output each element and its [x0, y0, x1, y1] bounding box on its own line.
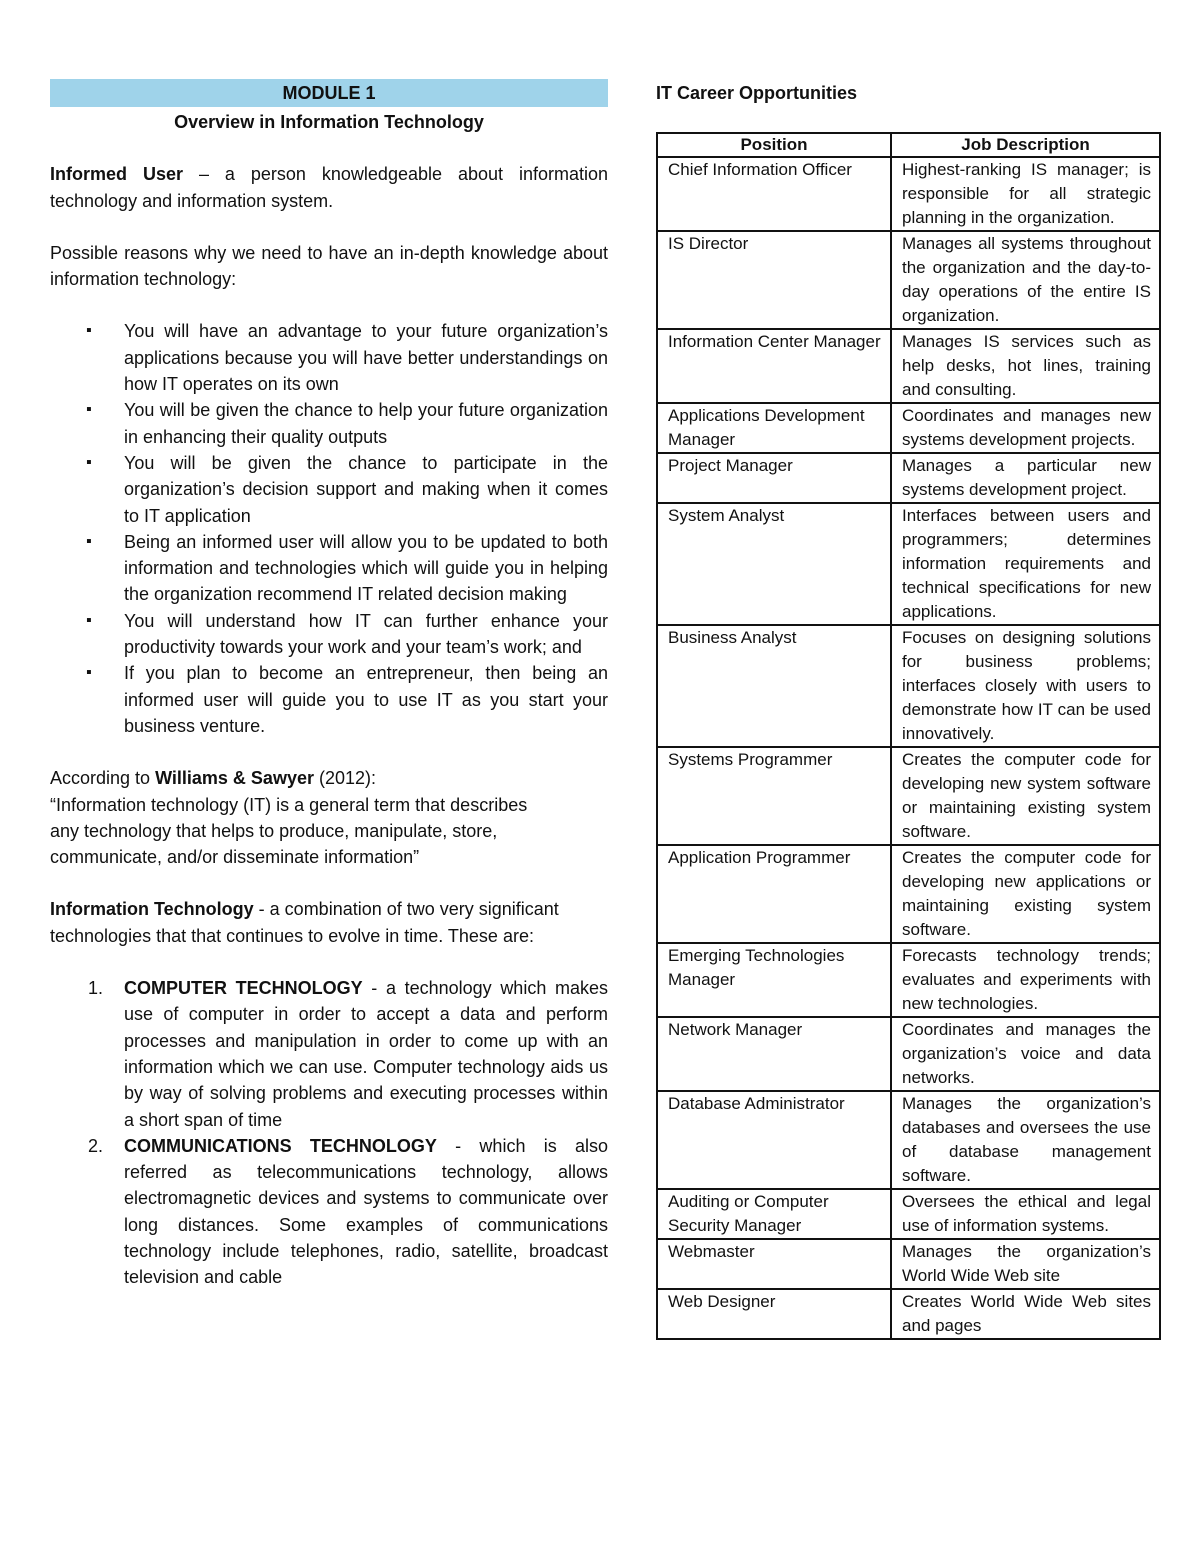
position-cell: Project Manager: [657, 453, 891, 503]
table-row: [657, 231, 1160, 329]
position-cell: System Analyst: [657, 503, 891, 625]
list-item: ▪ You will be given the chance to participate in the organization’s decision support and making when it comes to IT application: [50, 450, 608, 529]
module-subtitle: Overview in Information Technology: [174, 112, 484, 132]
table-row: [657, 403, 1160, 453]
table-row: [657, 329, 1160, 403]
position-cell: Auditing or Computer Security Manager: [657, 1189, 891, 1239]
position-cell: Information Center Manager: [657, 329, 891, 403]
position-cell: Application Programmer: [657, 845, 891, 943]
table-row: [657, 1239, 1160, 1289]
table-row: [657, 625, 1160, 747]
right-column: [656, 79, 1162, 1340]
list-item: [50, 1133, 608, 1291]
description-cell: Oversees the ethical and legal use of information systems.: [891, 1189, 1160, 1239]
spacer: [50, 949, 608, 975]
list-item: ▪ If you plan to become an entrepreneur, then being an informed user will guide you to use IT as you start your business venture.: [50, 660, 608, 739]
list-item: ▪ Being an informed user will allow you to be updated to both information and technologies which will guide you in helping the organization recommend IT related decision making: [50, 529, 608, 608]
citation-authors: Williams & Sawyer: [155, 768, 314, 789]
table-header-row: [657, 133, 1160, 157]
position-cell: Applications Development Manager: [657, 403, 891, 453]
table-row: [657, 503, 1160, 625]
spacer: [50, 135, 608, 161]
description-cell: Interfaces between users and programmers; determines information requirements and technical specifications for new applications.: [891, 503, 1160, 625]
technologies-list: [50, 975, 608, 1291]
description-cell: Coordinates and manages new systems development projects.: [891, 403, 1160, 453]
description-cell: Manages the organization’s World Wide Web site: [891, 1239, 1160, 1289]
table-row: [657, 157, 1160, 231]
careers-title: IT Career Opportunities: [656, 83, 858, 103]
reasons-list: [50, 318, 608, 739]
spacer: [50, 214, 608, 240]
position-cell: Network Manager: [657, 1017, 891, 1091]
header-position: Position: [657, 133, 891, 157]
description-cell: Creates the computer code for developing new applications or maintaining existing system software.: [891, 845, 1160, 943]
it-definition-text: - a combination of two very significant technologies that that continues to evolve in time. These are:: [50, 899, 559, 946]
informed-user-definition: [50, 161, 608, 214]
table-row: [657, 1091, 1160, 1189]
it-term: Information Technology: [50, 899, 254, 920]
header-job-description: Job Description: [891, 133, 1160, 157]
list-item: ▪ You will be given the chance to help your future organization in enhancing their quality outputs: [50, 397, 608, 450]
description-cell: Coordinates and manages the organization’s voice and data networks.: [891, 1017, 1160, 1091]
technology-name: COMPUTER TECHNOLOGY: [124, 978, 363, 999]
description-cell: Creates the computer code for developing new system software or maintaining existing system software.: [891, 747, 1160, 845]
table-row: [657, 1017, 1160, 1091]
table-row: [657, 1189, 1160, 1239]
description-cell: Manages all systems throughout the organization and the day-to-day operations of the entire IS organization.: [891, 231, 1160, 329]
spacer: [50, 739, 608, 765]
informed-user-term: Informed User: [50, 164, 183, 185]
list-number: 1.: [88, 978, 104, 999]
description-cell: Highest-ranking IS manager; is responsible for all strategic planning in the organization.: [891, 157, 1160, 231]
technology-desc: - a technology which makes use of computer in order to accept a data and perform processes and manipulation in order to come up with an information which we can use. Computer technology aids us by way of solving problems and executing processes within a short span of time: [124, 978, 608, 1130]
it-quote: “Information technology (IT) is a general term that describes any technology that helps to produce, manipulate, store, communicate, and/or disseminate information”: [50, 794, 528, 868]
description-cell: Focuses on designing solutions for business problems; interfaces closely with users to demonstrate how IT can be used innovatively.: [891, 625, 1160, 747]
description-cell: Manages IS services such as help desks, hot lines, training and consulting.: [891, 329, 1160, 403]
position-cell: Chief Information Officer: [657, 157, 891, 231]
table-row: [657, 845, 1160, 943]
position-cell: Emerging Technologies Manager: [657, 943, 891, 1017]
module-header: MODULE 1: [50, 79, 608, 107]
table-row: [657, 1289, 1160, 1339]
table-row: [657, 747, 1160, 845]
description-cell: Creates World Wide Web sites and pages: [891, 1289, 1160, 1339]
position-cell: Database Administrator: [657, 1091, 891, 1189]
spacer: [50, 292, 608, 318]
careers-table: [656, 132, 1161, 1340]
technology-name: COMMUNICATIONS TECHNOLOGY: [124, 1135, 437, 1156]
list-item: [50, 975, 608, 1133]
technology-desc: - which is also referred as telecommunications technology, allows electromagnetic devices and systems to communicate over long distances. Some examples of communications technology include telephones, radio, satellite, broadcast television and cable: [124, 1135, 608, 1288]
list-item: ▪ You will understand how IT can further enhance your productivity towards your work and your team’s work; and: [50, 608, 608, 661]
citation-prefix: According to: [50, 768, 156, 789]
description-cell: Manages a particular new systems development project.: [891, 453, 1160, 503]
reasons-intro: Possible reasons why we need to have an in-depth knowledge about information technology:: [50, 242, 608, 290]
it-definition: [50, 896, 570, 949]
position-cell: Web Designer: [657, 1289, 891, 1339]
description-cell: Forecasts technology trends; evaluates and experiments with new technologies.: [891, 943, 1160, 1017]
table-row: [657, 453, 1160, 503]
list-number: 2.: [88, 1135, 104, 1156]
position-cell: Systems Programmer: [657, 747, 891, 845]
informed-user-text: – a person knowledgeable about information technology and information system.: [50, 164, 609, 211]
position-cell: Business Analyst: [657, 625, 891, 747]
citation-year: (2012):: [313, 768, 377, 789]
position-cell: Webmaster: [657, 1239, 891, 1289]
table-row: [657, 943, 1160, 1017]
left-column: [50, 79, 608, 1291]
spacer: [50, 870, 608, 896]
citation-line: [50, 765, 608, 791]
position-cell: IS Director: [657, 231, 891, 329]
list-item: ▪ You will have an advantage to your future organization’s applications because you will have better understandings on how IT operates on its own: [50, 318, 608, 397]
description-cell: Manages the organization’s databases and oversees the use of database management software.: [891, 1091, 1160, 1189]
